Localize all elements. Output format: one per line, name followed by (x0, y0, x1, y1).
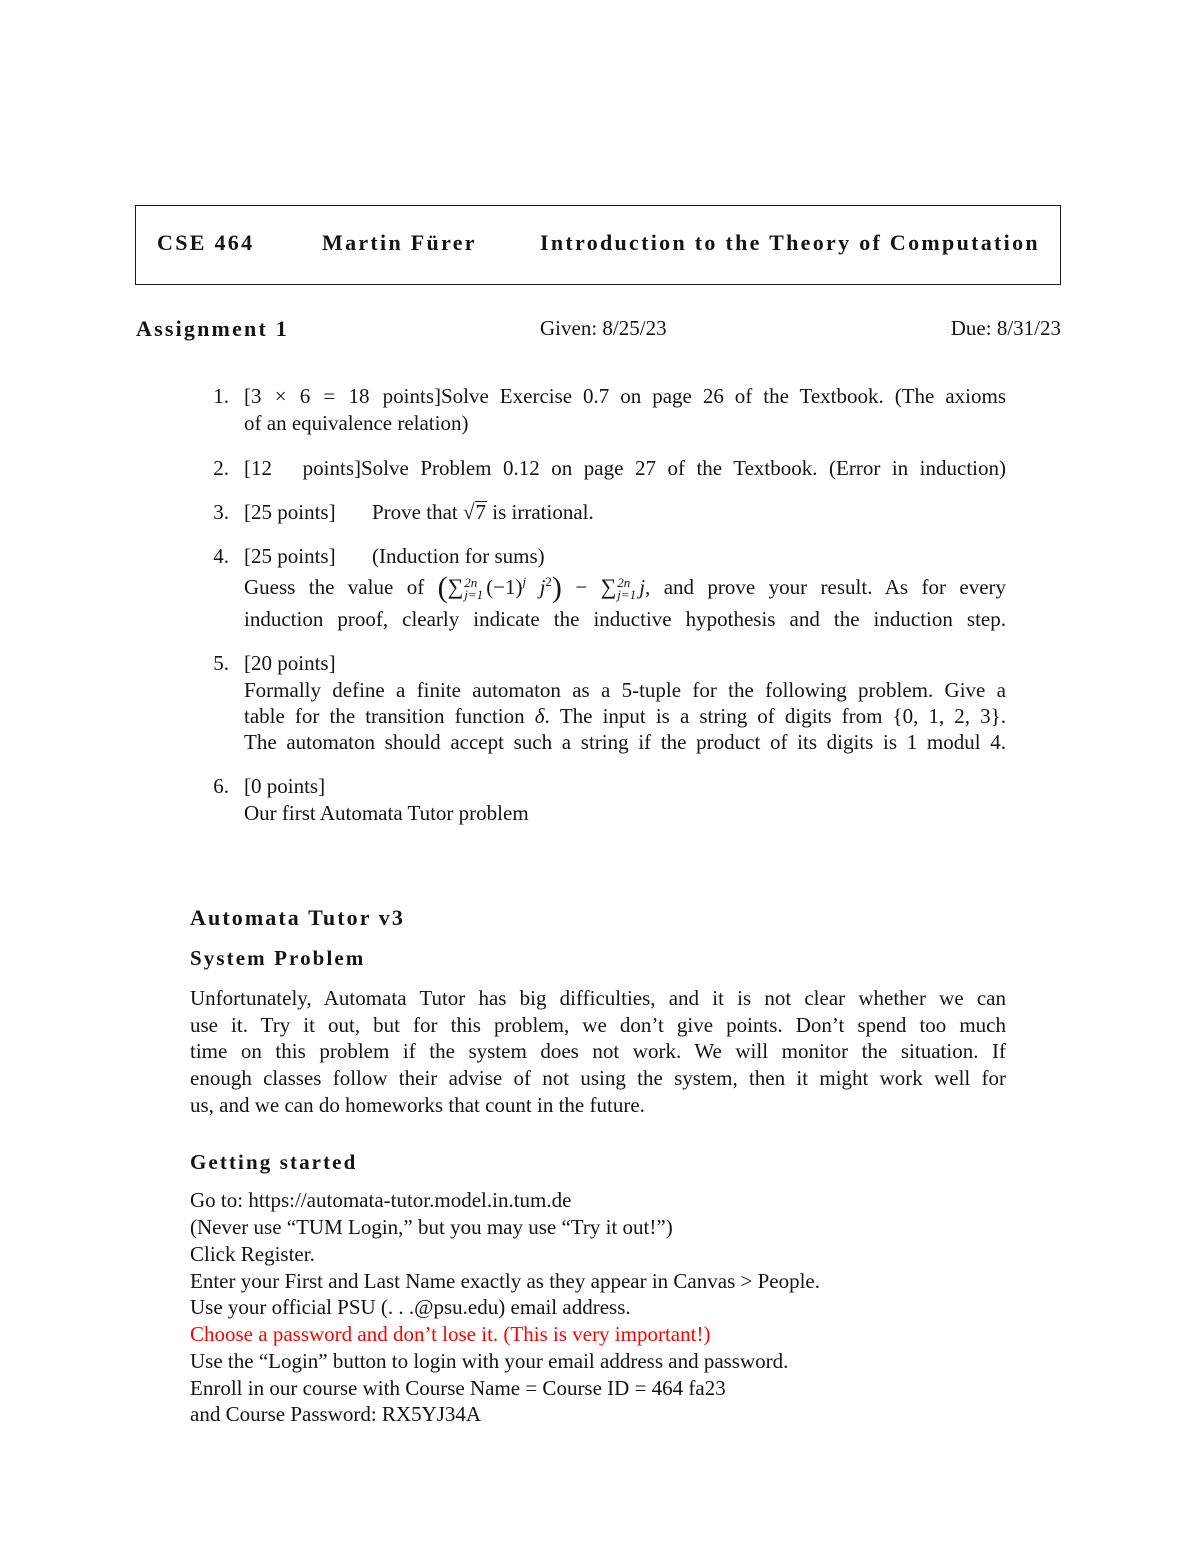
math-base: (−1) (486, 575, 523, 599)
important-notice: Choose a password and don’t lose it. (This is very important!) (190, 1322, 711, 1346)
system-problem-line-1: Unfortunately, Automata Tutor has big difficulties, and it is not clear whether we can (190, 986, 1006, 1010)
problem-5-line-1: Formally define a finite automaton as a 5-tuple for the following problem. Give a (244, 678, 1006, 702)
getting-started-line-1: Go to: https://automata-tutor.model.in.tum.de (190, 1188, 572, 1212)
subsection-heading-system-problem: System Problem (190, 946, 366, 970)
getting-started-line-2: (Never use “TUM Login,” but you may use “Try it out!”) (190, 1215, 673, 1239)
problem-1-points: [3 × 6 = 18 points] (244, 384, 441, 408)
system-problem-line-2: use it. Try it out, but for this problem, we don’t give points. Don’t spend too much (190, 1013, 1006, 1037)
problem-1-line-1 (244, 383, 1006, 410)
problem-5-points: [20 points] (244, 651, 336, 675)
problem-3-points: [25 points] (244, 500, 336, 524)
sqrt-symbol: √ (462, 500, 475, 524)
problem-4-line-1 (244, 543, 1006, 570)
problem-5-line-2-a: table for the transition function (244, 704, 535, 728)
math-close-paren: ) (551, 571, 562, 604)
digit-set: {0, 1, 2, 3} (892, 704, 1001, 728)
problem-1-number: 1. (213, 384, 229, 408)
math-sum2-lower: j=1 (617, 587, 637, 603)
math-open-paren: ( (437, 571, 448, 604)
math-sum-upper: 2n (464, 575, 478, 591)
math-sum-symbol: ∑ (447, 574, 464, 599)
problem-3-number: 3. (213, 500, 229, 524)
problem-2-line-1 (244, 455, 1006, 482)
system-problem-line-4: enough classes follow their advise of not using the system, then it might work well for (190, 1066, 1006, 1090)
instructor-name: Martin Fürer (322, 230, 477, 255)
course-code: CSE 464 (157, 230, 255, 255)
given-date: Given: 8/25/23 (540, 316, 667, 340)
getting-started-line-3: Click Register. (190, 1242, 315, 1266)
math-sum-lower: j=1 (464, 587, 484, 603)
due-date: Due: 8/31/23 (950, 316, 1061, 340)
problem-4-subtitle: (Induction for sums) (372, 544, 545, 568)
section-heading-automata-tutor: Automata Tutor v3 (190, 905, 405, 930)
problem-4-line-2 (244, 571, 1007, 604)
problem-5-line-2 (244, 703, 1006, 730)
math-sum2-upper: 2n (617, 575, 631, 591)
problem-5-line-2-b: . The input is a string of digits from (544, 704, 893, 728)
math-var2: j (639, 575, 646, 599)
problem-1-text: Solve Exercise 0.7 on page 26 of the Textbook. (The axioms (441, 384, 1006, 408)
problem-6-points: [0 points] (244, 774, 326, 798)
problem-4-line-3: induction proof, clearly indicate the inductive hypothesis and the induction step. (244, 607, 1006, 631)
sqrt-argument: 7 (475, 500, 487, 524)
getting-started-line-8: Enroll in our course with Course Name = Course ID = 464 fa23 (190, 1376, 726, 1400)
problem-3-text-after: is irrational. (487, 500, 594, 524)
problem-5-line-3: The automaton should accept such a string if the product of its digits is 1 modul 4. (244, 730, 1006, 754)
delta-symbol: δ (534, 704, 545, 728)
problem-3-text-before: Prove that (372, 500, 463, 524)
getting-started-line-4: Enter your First and Last Name exactly as they appear in Canvas > People. (190, 1269, 820, 1293)
math-sum2-symbol: ∑ (600, 574, 617, 599)
problem-3-line-1 (244, 499, 1006, 526)
assignment-title: Assignment 1 (136, 316, 289, 341)
system-problem-line-5: us, and we can do homeworks that count in the future. (190, 1093, 645, 1117)
problem-4-number: 4. (213, 544, 229, 568)
problem-4-tail: , and prove your result. As for every (645, 575, 1007, 599)
problem-2-number: 2. (213, 456, 229, 480)
system-problem-line-3: time on this problem if the system does not work. We will monitor the situation. If (190, 1039, 1006, 1063)
subsection-heading-getting-started: Getting started (190, 1150, 358, 1174)
problem-2-text: Solve Problem 0.12 on page 27 of the Textbook. (Error in induction) (361, 456, 1006, 480)
problem-1-line-2: of an equivalence relation) (244, 411, 469, 435)
problem-6-line-1: Our first Automata Tutor problem (244, 801, 529, 825)
problem-5-number: 5. (213, 651, 229, 675)
math-exponent: j (522, 574, 527, 589)
getting-started-line-9: and Course Password: RX5YJ34A (190, 1402, 482, 1426)
math-sum2-limits (617, 577, 636, 601)
problem-4-lead: Guess the value of (244, 575, 438, 599)
problem-4-points: [25 points] (244, 544, 336, 568)
getting-started-line-5: Use your official PSU (. . .@psu.edu) email address. (190, 1295, 631, 1319)
math-minus: − (575, 575, 588, 599)
problem-6-number: 6. (213, 774, 229, 798)
problem-2-points: [12 points] (244, 456, 361, 480)
course-title: Introduction to the Theory of Computation (540, 230, 1040, 255)
problem-5-line-2-c: . (1000, 704, 1006, 728)
math-var-exponent: 2 (545, 574, 552, 589)
math-sum-limits (464, 577, 483, 601)
getting-started-line-7: Use the “Login” button to login with your email address and password. (190, 1349, 789, 1373)
math-var: j (539, 575, 546, 599)
